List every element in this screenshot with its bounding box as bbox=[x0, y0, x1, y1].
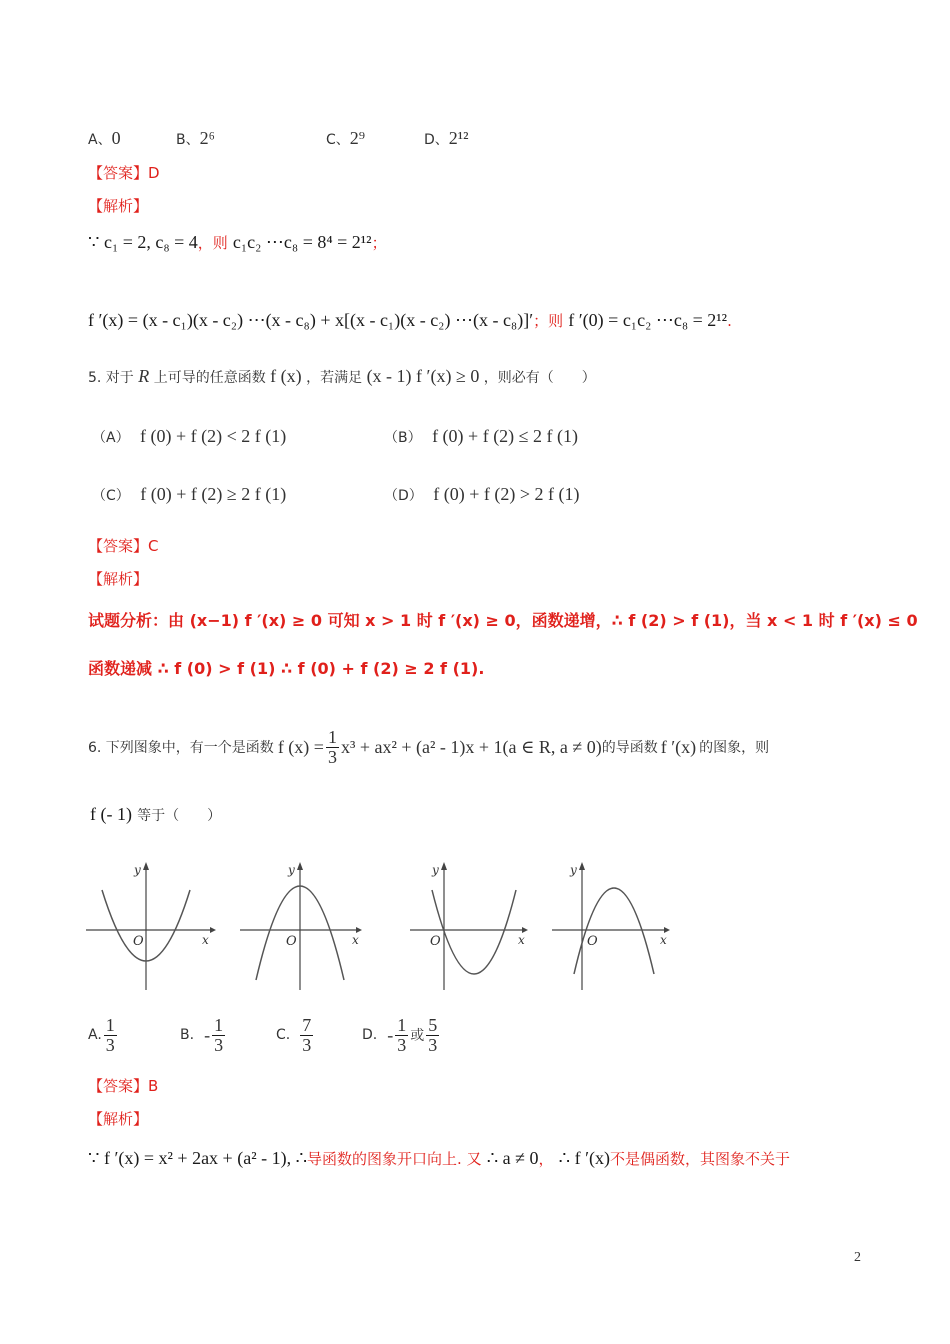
fraction-denominator: 3 bbox=[214, 1034, 224, 1055]
option-join: 或 bbox=[410, 1028, 425, 1045]
stem-text: 等于（ ） bbox=[137, 808, 222, 824]
option-fraction bbox=[212, 1016, 225, 1055]
q6-option-b bbox=[180, 1016, 227, 1055]
analysis-text: 导函数的图象开口向上. 又 bbox=[307, 1150, 482, 1168]
option-value: 2⁶ bbox=[199, 128, 215, 148]
option-label: C. bbox=[276, 1027, 291, 1044]
option-fraction bbox=[104, 1016, 117, 1055]
fraction-numerator: 1 bbox=[105, 1015, 115, 1035]
fraction-numerator: 7 bbox=[302, 1015, 312, 1035]
analysis-text: 不是偶函数，其图象不关于 bbox=[610, 1150, 791, 1168]
math-expr: ∵ f ′(x) = x² + 2ax + (a² - 1), ∴ bbox=[88, 1148, 308, 1168]
option-value: f (0) + f (2) > 2 f (1) bbox=[433, 484, 580, 504]
graph-2 bbox=[240, 862, 370, 990]
q5-option-c bbox=[92, 484, 286, 505]
y-label: y bbox=[134, 863, 141, 877]
q6-option-c bbox=[276, 1016, 315, 1055]
x-label: x bbox=[202, 933, 209, 947]
option-label: A. bbox=[88, 1027, 102, 1044]
fraction-denominator: 3 bbox=[397, 1034, 407, 1055]
math-expr: ∴ f ′(x) bbox=[558, 1148, 610, 1168]
math-expr: f ′(x) = (x - c₁)(x - c₂) ⋯(x - c₈) + x[(x - c₁)(x - c₂) ⋯(x - c₈)]′ bbox=[88, 310, 534, 330]
option-value: f (0) + f (2) ≥ 2 f (1) bbox=[140, 484, 287, 504]
y-label: y bbox=[288, 863, 295, 877]
stem-text: ，则必有（ ） bbox=[483, 370, 596, 386]
x-label: x bbox=[660, 933, 667, 947]
analysis-text: ， bbox=[538, 1150, 554, 1168]
curve bbox=[432, 890, 516, 974]
q6-analysis-tag: 【解析】 bbox=[88, 1110, 149, 1128]
option-label: （A） bbox=[92, 430, 130, 446]
y-axis-arrow bbox=[579, 862, 585, 870]
fraction-numerator: 1 bbox=[327, 727, 337, 747]
q5-analysis-line1: 试题分析：由 (x−1) f ′(x) ≥ 0 可知 x > 1 时 f ′(x) ≥ 0，函数递增，∴ f (2) > f (1)，当 x < 1 时 f ′(x) ≤ 0 bbox=[88, 611, 918, 630]
graph-4 bbox=[552, 862, 682, 990]
origin-label: O bbox=[133, 934, 144, 949]
x-label: x bbox=[518, 933, 525, 947]
fraction-numerator: 1 bbox=[214, 1015, 224, 1035]
fraction-numerator: 1 bbox=[397, 1015, 407, 1035]
y-label: y bbox=[432, 863, 439, 877]
stem-text: 5. 对于 bbox=[88, 370, 134, 386]
q4-option-d bbox=[424, 128, 469, 149]
q6-option-d bbox=[362, 1016, 441, 1055]
math-expr: f (- 1) bbox=[90, 804, 132, 824]
q6-option-a bbox=[88, 1016, 119, 1055]
option-label: D. bbox=[362, 1027, 378, 1044]
fraction-denominator: 3 bbox=[302, 1034, 312, 1055]
math-expr: (x - 1) f ′(x) ≥ 0 bbox=[366, 366, 480, 386]
math-expr: f ′(0) = c₁c₂ ⋯c₈ = 2¹² bbox=[568, 310, 728, 330]
stem-text: 上可导的任意函数 bbox=[153, 370, 266, 386]
math-expr: c₁c₂ ⋯c₈ = 8⁴ = 2¹² bbox=[232, 232, 372, 252]
option-value: f (0) + f (2) ≤ 2 f (1) bbox=[432, 426, 579, 446]
graph-3 bbox=[410, 862, 540, 990]
y-label: y bbox=[570, 863, 577, 877]
option-value: 2¹² bbox=[448, 128, 469, 148]
option-value: 2⁹ bbox=[349, 128, 366, 148]
sep-text: ；则 bbox=[533, 312, 564, 330]
q6-stem bbox=[88, 728, 769, 767]
q5-answer-tag: 【答案】C bbox=[88, 537, 159, 555]
math-expr: f ′(x) bbox=[660, 736, 697, 757]
option-fraction bbox=[395, 1016, 408, 1055]
q5-analysis-tag: 【解析】 bbox=[88, 570, 149, 588]
option-value: 0 bbox=[111, 128, 121, 148]
option-label: A、 bbox=[88, 132, 112, 148]
page-number: 2 bbox=[854, 1250, 861, 1265]
sep-text: . bbox=[727, 312, 732, 330]
option-label: （B） bbox=[384, 430, 422, 446]
sep-text: ； bbox=[371, 234, 387, 252]
q5-option-a bbox=[92, 426, 286, 447]
fraction-denominator: 3 bbox=[105, 1034, 115, 1055]
fraction-denominator: 3 bbox=[428, 1034, 438, 1055]
math-expr: R bbox=[138, 366, 150, 386]
q6-analysis-line bbox=[88, 1148, 790, 1169]
math-expr: ∴ a ≠ 0 bbox=[486, 1148, 539, 1168]
option-sign: - bbox=[387, 1024, 394, 1045]
option-label: B、 bbox=[176, 132, 200, 148]
q4-option-a bbox=[88, 128, 121, 149]
option-label: B. bbox=[180, 1027, 195, 1044]
option-sign: - bbox=[204, 1024, 211, 1045]
stem-text: 的图象，则 bbox=[699, 740, 770, 757]
x-label: x bbox=[352, 933, 359, 947]
option-label: （C） bbox=[92, 488, 130, 504]
q6-stem-line2 bbox=[90, 804, 221, 825]
graph-1 bbox=[86, 862, 216, 990]
y-axis-arrow bbox=[143, 862, 149, 870]
stem-text: ，若满足 bbox=[306, 370, 363, 386]
option-value: f (0) + f (2) < 2 f (1) bbox=[140, 426, 287, 446]
origin-label: O bbox=[286, 934, 297, 949]
stem-text: 的导函数 bbox=[601, 740, 658, 757]
math-expr: ∵ c₁ = 2, c₈ = 4 bbox=[88, 232, 198, 252]
stem-fraction bbox=[326, 728, 339, 767]
sep-text: ，则 bbox=[197, 234, 228, 252]
math-expr: f (x) = bbox=[277, 736, 324, 757]
origin-label: O bbox=[587, 934, 598, 949]
q5-option-b bbox=[384, 426, 578, 447]
q5-option-d bbox=[384, 484, 579, 505]
q4-option-b bbox=[176, 128, 215, 149]
option-label: C、 bbox=[326, 132, 350, 148]
q6-answer-tag: 【答案】B bbox=[88, 1077, 159, 1095]
x-axis-arrow bbox=[210, 927, 216, 933]
y-axis-arrow bbox=[297, 862, 303, 870]
q4-analysis-line2 bbox=[88, 310, 732, 331]
fraction-denominator: 3 bbox=[327, 746, 337, 767]
q4-option-c bbox=[326, 128, 365, 149]
math-expr: f (x) bbox=[270, 366, 302, 386]
math-expr: x³ + ax² + (a² - 1)x + 1(a ∈ R, a ≠ 0) bbox=[340, 736, 602, 757]
option-fraction-2 bbox=[426, 1016, 439, 1055]
q4-answer-tag: 【答案】D bbox=[88, 164, 160, 182]
stem-text: 6. 下列图象中，有一个是函数 bbox=[88, 740, 274, 757]
q5-analysis-line2: 函数递减 ∴ f (0) > f (1) ∴ f (0) + f (2) ≥ 2 f (1). bbox=[88, 659, 485, 678]
fraction-numerator: 5 bbox=[428, 1015, 438, 1035]
q4-analysis-tag: 【解析】 bbox=[88, 197, 149, 215]
y-axis-arrow bbox=[441, 862, 447, 870]
q4-analysis-line1 bbox=[88, 232, 387, 253]
option-fraction bbox=[300, 1016, 313, 1055]
curve bbox=[574, 888, 654, 974]
origin-label: O bbox=[430, 934, 441, 949]
q5-stem bbox=[88, 366, 596, 387]
option-label: D、 bbox=[424, 132, 449, 148]
option-label: （D） bbox=[384, 488, 423, 504]
